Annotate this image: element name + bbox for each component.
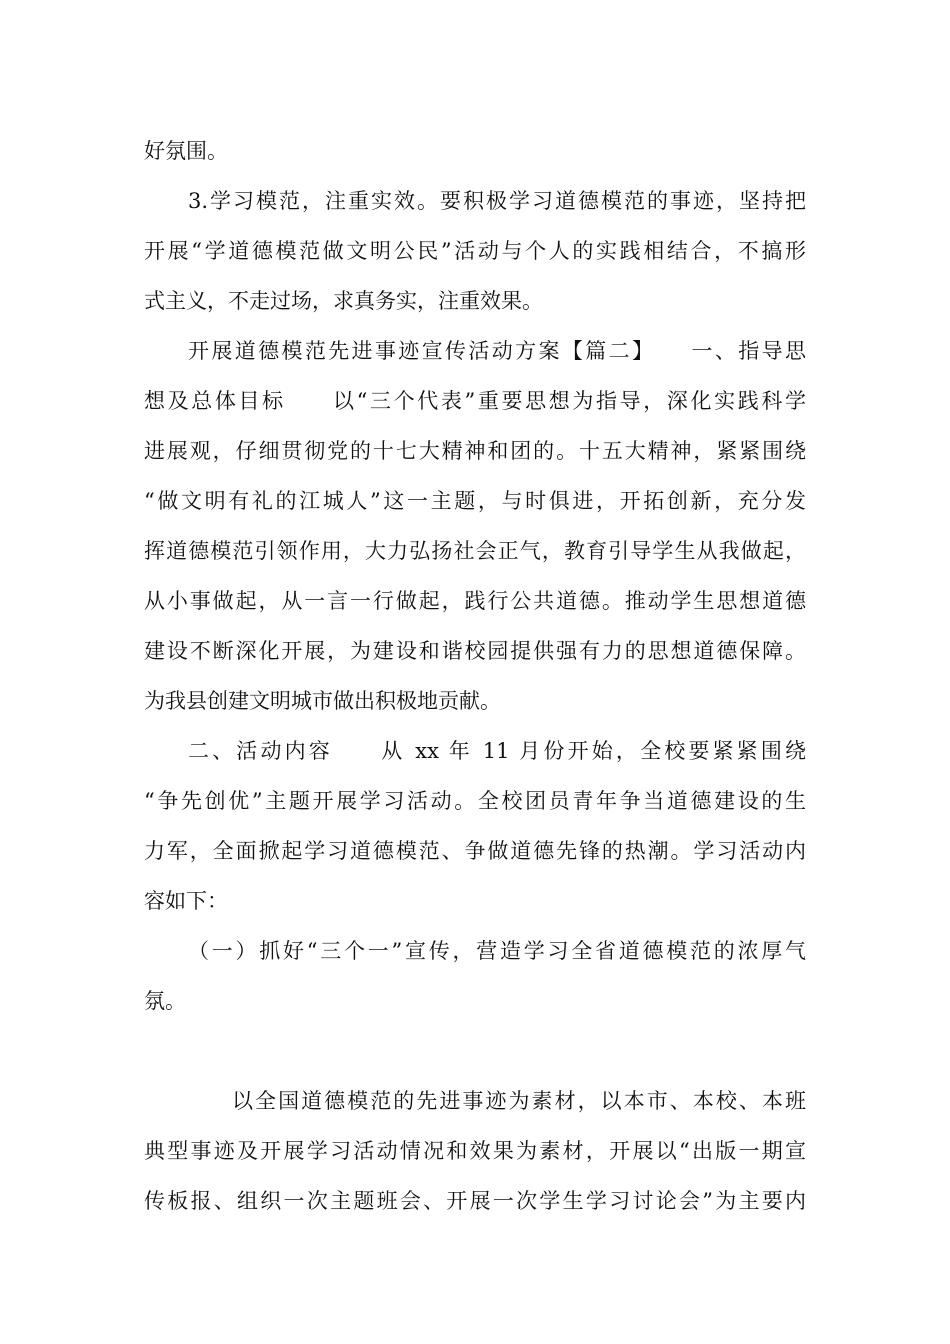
text-line: 挥道德模范引领作用，大力弘扬社会正气，教育引导学生从我做起， [144,539,806,563]
section-heading-line: 二、活动内容 从 xx 年 11 月份开始，全校要紧紧围绕 [188,739,806,763]
text-line: “做文明有礼的江城人”这一主题，与时俱进，开拓创新，充分发 [144,489,806,513]
text-line: 建设不断深化开展，为建设和谐校园提供强有力的思想道德保障。 [144,639,806,663]
text-line: 进展观，仔细贯彻党的十七大精神和团的。十五大精神，紧紧围绕 [144,439,806,463]
text-line: “争先创优”主题开展学习活动。全校团员青年争当道德建设的生 [144,789,806,813]
text-line: 以全国道德模范的先进事迹为素材，以本市、本校、本班 [232,1089,806,1113]
text-line: 典型事迹及开展学习活动情况和效果为素材，开展以“出版一期宣 [144,1139,806,1163]
text-line: 式主义，不走过场，求真务实，注重效果。 [144,289,543,313]
text-line: 传板报、组织一次主题班会、开展一次学生学习讨论会”为主要内 [144,1189,806,1213]
text-line: 氛。 [144,989,186,1013]
text-line: 从小事做起，从一言一行做起，践行公共道德。推动学生思想道德 [144,589,806,613]
text-line: 容如下： [144,889,228,913]
text-line: 好氛围。 [144,139,228,163]
text-line: 为我县创建文明城市做出积极地贡献。 [144,689,501,713]
text-line: 力军，全面掀起学习道德模范、争做道德先锋的热潮。学习活动内 [144,839,806,863]
section-heading-line: 开展道德模范先进事迹宣传活动方案【篇二】 一、指导思 [188,339,806,363]
text-line: 想及总体目标 以“三个代表”重要思想为指导，深化实践科学 [144,389,806,413]
subsection-heading-line: （一）抓好“三个一”宣传，营造学习全省道德模范的浓厚气 [188,939,806,963]
text-line: 开展“学道德模范做文明公民”活动与个人的实践相结合，不搞形 [144,239,806,263]
text-line: 3.学习模范，注重实效。要积极学习道德模范的事迹，坚持把 [188,189,806,213]
